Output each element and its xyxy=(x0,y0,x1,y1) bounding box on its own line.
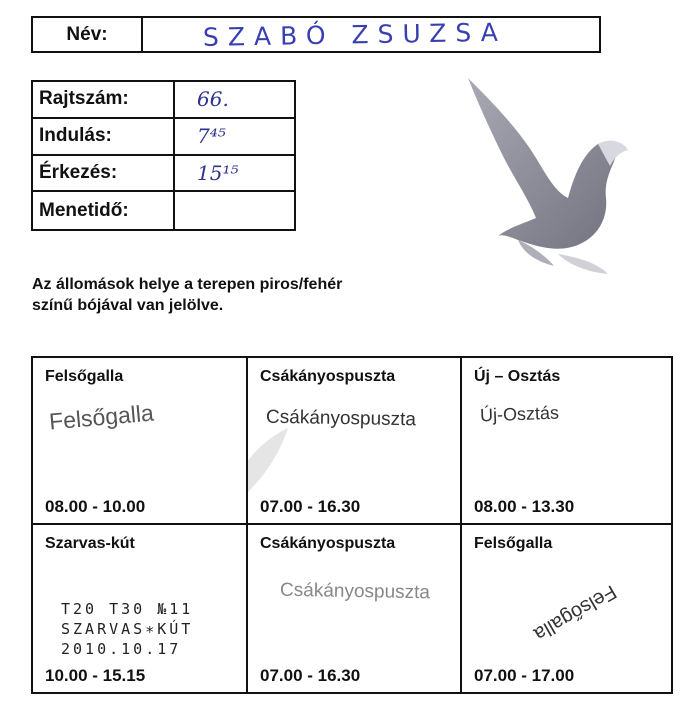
station-hours: 10.00 - 15.15 xyxy=(45,666,146,685)
station-hours: 07.00 - 16.30 xyxy=(260,666,361,685)
departure-value: 7⁴⁵ xyxy=(197,124,226,149)
stamp-line: SZARVAS∗KÚT xyxy=(61,620,194,638)
departure-label: Indulás: xyxy=(33,119,175,154)
station-cell xyxy=(33,525,248,692)
station-stamp: Felsőgalla xyxy=(48,399,155,435)
name-box xyxy=(31,16,601,53)
info-row-arrival xyxy=(33,156,294,193)
station-name: Csákányospuszta xyxy=(260,368,396,385)
start-number-value: 66. xyxy=(197,87,229,112)
station-cell xyxy=(248,358,462,525)
info-row-start-number xyxy=(33,82,294,119)
station-hours: 07.00 - 17.00 xyxy=(474,666,575,685)
station-stamp: Felsőgalla xyxy=(530,580,620,645)
station-name: Új – Osztás xyxy=(474,368,561,385)
station-name: Felsőgalla xyxy=(45,368,124,385)
station-name: Felsőgalla xyxy=(474,535,553,552)
info-row-duration xyxy=(33,192,294,229)
stamp-line: 2010.10.17 xyxy=(61,640,182,658)
arrival-label: Érkezés: xyxy=(33,156,175,191)
info-row-departure xyxy=(33,119,294,156)
station-hours: 07.00 - 16.30 xyxy=(260,497,361,516)
arrival-value: 15¹⁵ xyxy=(197,160,239,185)
station-hours: 08.00 - 13.30 xyxy=(474,497,575,516)
notice-line-1: Az állomások helye a terepen piros/fehér xyxy=(32,276,343,293)
station-stamp: Csákányospuszta xyxy=(265,406,417,431)
duration-label: Menetidő: xyxy=(33,192,175,229)
notice-text xyxy=(32,274,452,316)
station-cell xyxy=(462,358,671,525)
name-value: SZABÓ ZSUZSA xyxy=(202,17,508,52)
eagle-illustration xyxy=(458,68,648,280)
stations-grid xyxy=(31,356,673,694)
start-number-label: Rajtszám: xyxy=(33,82,175,117)
name-label: Név: xyxy=(33,18,143,51)
station-cell xyxy=(462,525,671,692)
station-cell xyxy=(33,358,248,525)
stamp-line: T20 T30 №11 xyxy=(61,600,194,618)
info-table xyxy=(31,80,296,231)
notice-line-2: színű bójával van jelölve. xyxy=(32,297,224,314)
station-stamp xyxy=(61,599,193,659)
station-hours: 08.00 - 10.00 xyxy=(45,497,146,516)
station-name: Csákányospuszta xyxy=(260,535,396,552)
station-name: Szarvas-kút xyxy=(45,535,135,552)
duration-value xyxy=(175,192,294,229)
station-stamp: Új-Osztás xyxy=(479,402,560,426)
station-stamp: Csákányospuszta xyxy=(279,579,431,604)
station-cell xyxy=(248,525,462,692)
